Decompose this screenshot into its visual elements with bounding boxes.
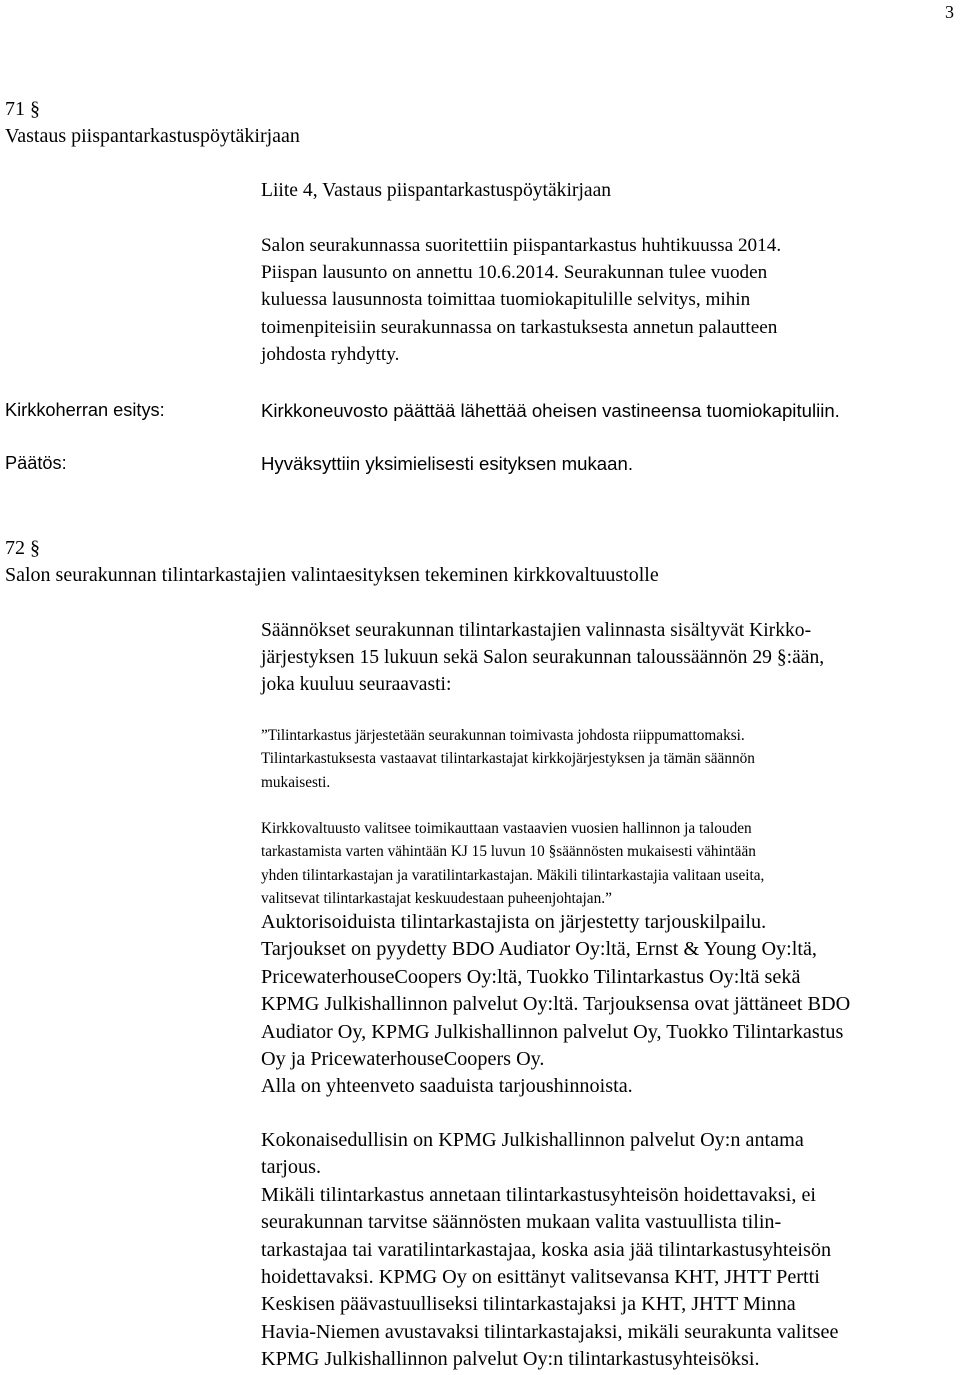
body-line: toimenpiteisiin seurakunnassa on tarkastuksesta annetun palautteen bbox=[261, 316, 778, 338]
quote-line: Kirkkovaltuusto valitsee toimikauttaan vastaavien vuosien hallinnon ja talouden bbox=[261, 820, 752, 837]
quote-line: ”Tilintarkastus järjestetään seurakunnan toimivasta johdosta riippumattomaksi. bbox=[261, 727, 745, 744]
quote-line: mukaisesti. bbox=[261, 773, 331, 791]
tender-line: PricewaterhouseCoopers Oy:ltä, Tuokko Tilintarkastus Oy:ltä sekä bbox=[261, 965, 801, 988]
tender-line: Oy ja PricewaterhouseCoopers Oy. bbox=[261, 1048, 545, 1071]
tender-line: Auktorisoiduista tilintarkastajista on järjestetty tarjouskilpailu. bbox=[261, 911, 767, 933]
section-71-number: 71 § bbox=[5, 98, 40, 120]
attachment-reference: Liite 4, Vastaus piispantarkastuspöytäkirjaan bbox=[261, 180, 612, 201]
conclusion-line: seurakunnan tarvitse säännösten mukaan valita vastuullista tilin- bbox=[261, 1211, 782, 1234]
body-line: Salon seurakunnassa suoritettiin piispantarkastus huhtikuussa 2014. bbox=[261, 235, 782, 256]
section-71-body bbox=[261, 232, 781, 368]
decision-label: Päätös: bbox=[5, 453, 67, 473]
section-72-intro bbox=[261, 617, 824, 699]
tender-line: KPMG Julkishallinnon palvelut Oy:ltä. Tarjouksensa ovat jättäneet BDO bbox=[261, 993, 851, 1016]
body-line: kuluessa lausunnosta toimittaa tuomiokapitulille selvitys, mihin bbox=[261, 289, 751, 311]
section-72-title: Salon seurakunnan tilintarkastajien valintaesityksen tekeminen kirkkovaltuustolle bbox=[5, 564, 659, 586]
section-71-title: Vastaus piispantarkastuspöytäkirjaan bbox=[5, 125, 300, 147]
tender-line: Tarjoukset on pyydetty BDO Audiator Oy:ltä, Ernst & Young Oy:ltä, bbox=[261, 938, 817, 961]
regulation-quote-paragraph-1 bbox=[261, 724, 755, 794]
intro-line: joka kuuluu seuraavasti: bbox=[261, 674, 452, 696]
conclusion-line: Kokonaisedullisin on KPMG Julkishallinnon palvelut Oy:n antama bbox=[261, 1129, 804, 1151]
conclusion-line: KPMG Julkishallinnon palvelut Oy:n tilintarkastusyhteisöksi. bbox=[261, 1348, 760, 1371]
conclusion-line: tarkastajaa tai varatilintarkastajaa, koska asia jää tilintarkastusyhteisön bbox=[261, 1238, 832, 1261]
conclusion-line: Mikäli tilintarkastus annetaan tilintarkastusyhteisön hoidettavaksi, ei bbox=[261, 1183, 817, 1206]
tender-line: Alla on yhteenveto saaduista tarjoushinnoista. bbox=[261, 1075, 633, 1098]
quote-line: valitsevat tilintarkastajat keskuudestaan puheenjohtajan.” bbox=[261, 889, 612, 907]
conclusion-line: Havia-Niemen avustavaksi tilintarkastajaksi, mikäli seurakunta valitsee bbox=[261, 1320, 839, 1343]
decision-text: Hyväksyttiin yksimielisesti esityksen mukaan. bbox=[261, 453, 633, 474]
tender-paragraph bbox=[261, 909, 850, 1101]
section-72-number: 72 § bbox=[5, 537, 40, 559]
regulation-quote-paragraph-2 bbox=[261, 817, 764, 910]
quote-line: Tilintarkastuksesta vastaavat tilintarkastajat kirkkojärjestyksen ja tämän säännön bbox=[261, 750, 755, 768]
conclusion-line: Keskisen päävastuulliseksi tilintarkastajaksi ja KHT, JHTT Minna bbox=[261, 1293, 796, 1316]
intro-line: järjestyksen 15 lukuun sekä Salon seurakunnan taloussäännön 29 §:ään, bbox=[261, 647, 825, 669]
conclusion-line: tarjous. bbox=[261, 1156, 321, 1179]
page-number: 3 bbox=[945, 2, 954, 22]
conclusion-paragraph bbox=[261, 1127, 838, 1374]
conclusion-line: hoidettavaksi. KPMG Oy on esittänyt valitsevansa KHT, JHTT Pertti bbox=[261, 1266, 820, 1289]
body-line: johdosta ryhdytty. bbox=[261, 343, 400, 365]
tender-line: Audiator Oy, KPMG Julkishallinnon palvelut Oy, Tuokko Tilintarkastus bbox=[261, 1020, 844, 1043]
intro-line: Säännökset seurakunnan tilintarkastajien valinnasta sisältyvät Kirkko- bbox=[261, 620, 812, 641]
quote-line: tarkastamista varten vähintään KJ 15 luvun 10 §säännösten mukaisesti vähintään bbox=[261, 843, 756, 861]
proposal-label: Kirkkoherran esitys: bbox=[5, 400, 165, 420]
proposal-text: Kirkkoneuvosto päättää lähettää oheisen vastineensa tuomiokapituliin. bbox=[261, 400, 840, 421]
body-line: Piispan lausunto on annettu 10.6.2014. Seurakunnan tulee vuoden bbox=[261, 262, 768, 284]
quote-line: yhden tilintarkastajan ja varatilintarkastajan. Mäkili tilintarkastajia valitaan useita, bbox=[261, 866, 765, 884]
